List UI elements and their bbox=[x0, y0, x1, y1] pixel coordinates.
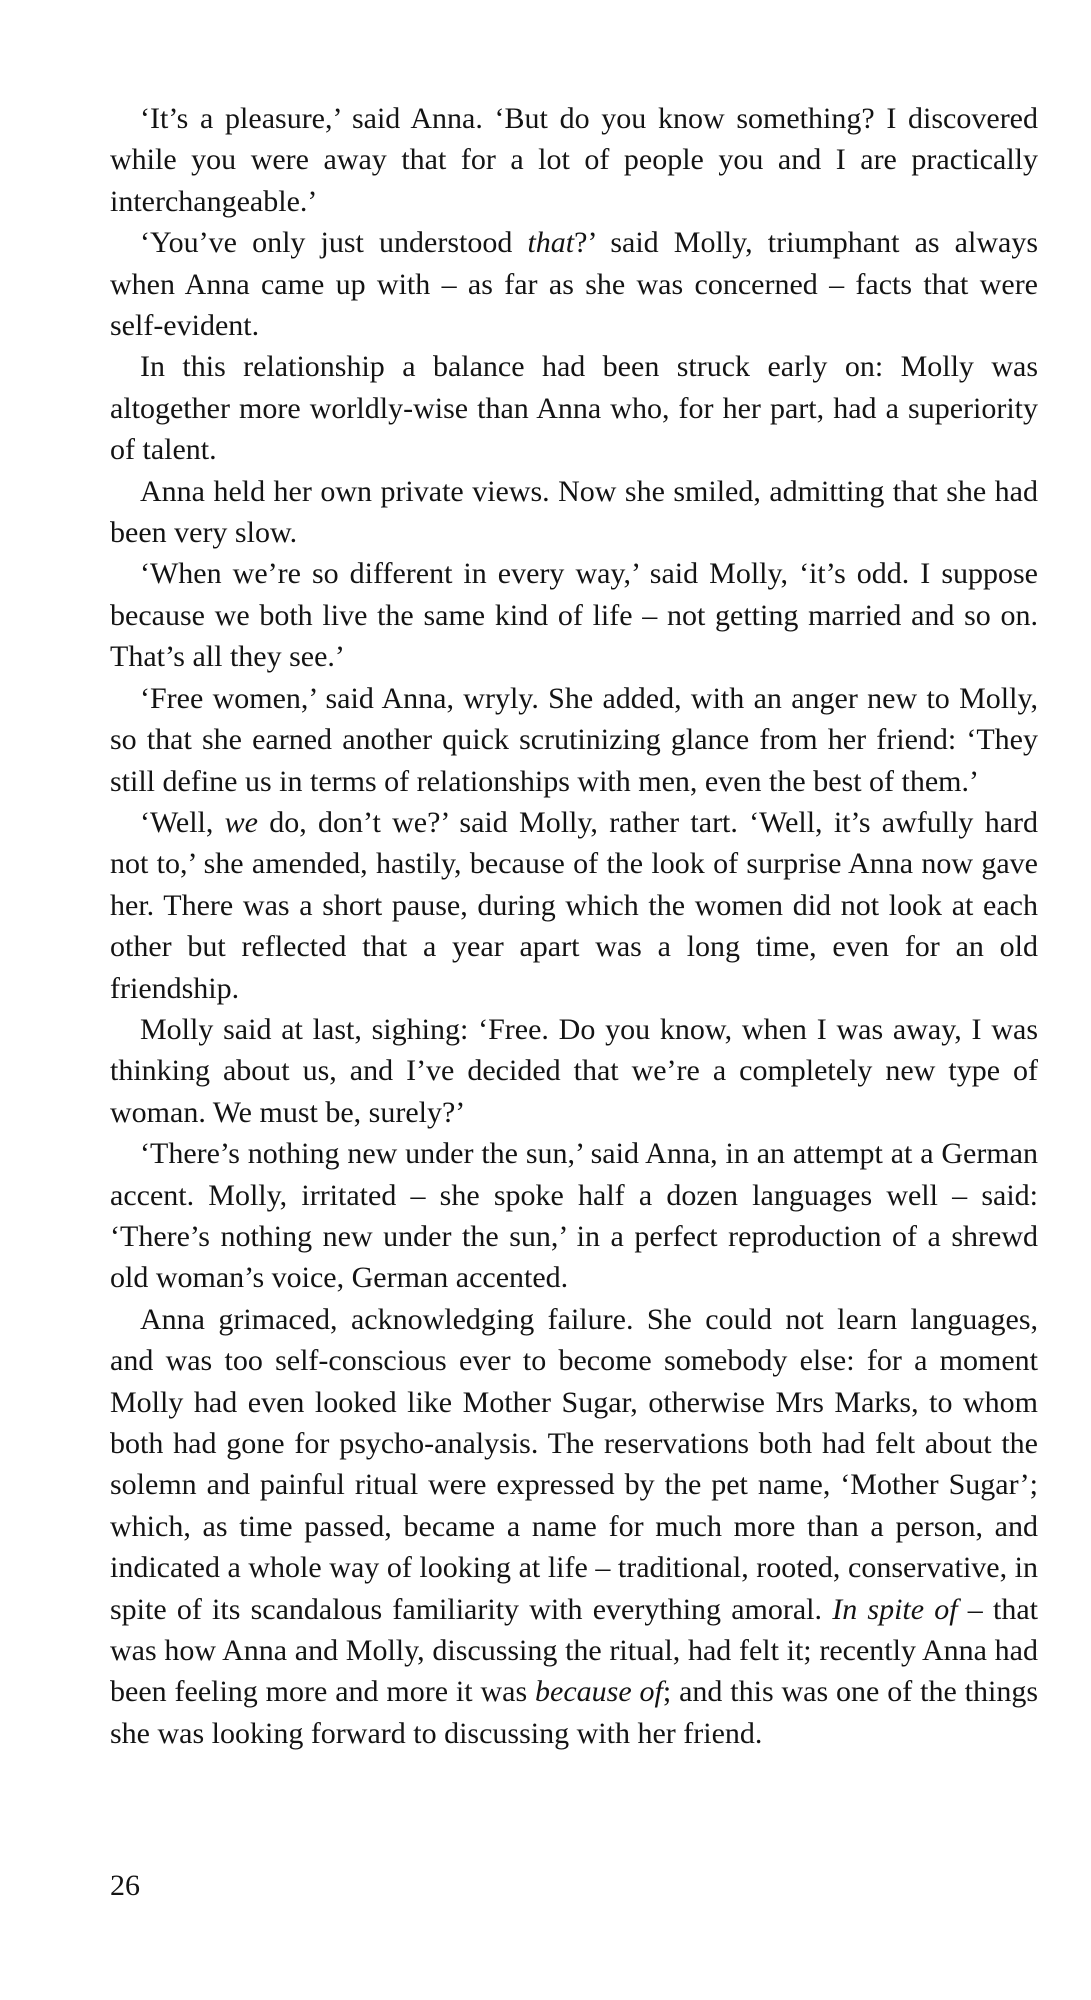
paragraph: ‘Free women,’ said Anna, wryly. She added, with an anger new to Molly, so that she earned another quick scrutinizing glance from her friend: ‘They still define us in terms of relationships with men, even the best of them.’ bbox=[110, 681, 1038, 798]
page-number: 26 bbox=[110, 1869, 140, 1902]
paragraph: ‘It’s a pleasure,’ said Anna. ‘But do you know something? I discovered while you were away that for a lot of people you and I are practically interchangeable.’ bbox=[110, 102, 1038, 218]
body-text bbox=[110, 98, 1038, 1754]
paragraph: ‘Well, we do, don’t we?’ said Molly, rather tart. ‘Well, it’s awfully hard not to,’ she amended, hastily, because of the look of surprise Anna now gave her. There was a short pause, during which the women did not look at each other but reflected that a year apart was a long time, even for an old friendship. bbox=[110, 805, 1038, 1005]
paragraph: Anna held her own private views. Now she smiled, admitting that she had been very slow. bbox=[110, 474, 1038, 550]
paragraph: ‘When we’re so different in every way,’ said Molly, ‘it’s odd. I suppose because we both live the same kind of life – not getting married and so on. That’s all they see.’ bbox=[110, 557, 1038, 674]
paragraph: In this relationship a balance had been struck early on: Molly was altogether more worldly-wise than Anna who, for her part, had a superiority of talent. bbox=[110, 350, 1038, 467]
paragraph: Anna grimaced, acknowledging failure. She could not learn languages, and was too self-conscious ever to become somebody else: for a moment Molly had even looked like Mother Sugar, otherwise Mrs Marks, to whom both had gone for psycho-analysis. The reservations both had felt about the solemn and painful ritual were expressed by the pet name, ‘Mother Sugar’; which, as time passed, became a name for much more than a person, and indicated a whole way of looking at life – traditional, rooted, conservative, in spite of its scandalous familiarity with everything amoral. In spite of – that was how Anna and Molly, discussing the ritual, had felt it; recently Anna had been feeling more and more it was because of; and this was one of the things she was looking forward to discussing with her friend. bbox=[110, 1302, 1039, 1750]
paragraph: Molly said at last, sighing: ‘Free. Do you know, when I was away, I was thinking about us, and I’ve decided that we’re a completely new type of woman. We must be, surely?’ bbox=[110, 1012, 1038, 1129]
paragraph: ‘There’s nothing new under the sun,’ said Anna, in an attempt at a German accent. Molly, irritated – she spoke half a dozen languages well – said: ‘There’s nothing new under the sun,’ in a perfect reproduction of a shrewd old woman’s voice, German accented. bbox=[110, 1137, 1038, 1295]
paragraph: ‘You’ve only just understood that?’ said Molly, triumphant as always when Anna came up with – as far as she was concerned – facts that were self-evident. bbox=[110, 226, 1038, 343]
